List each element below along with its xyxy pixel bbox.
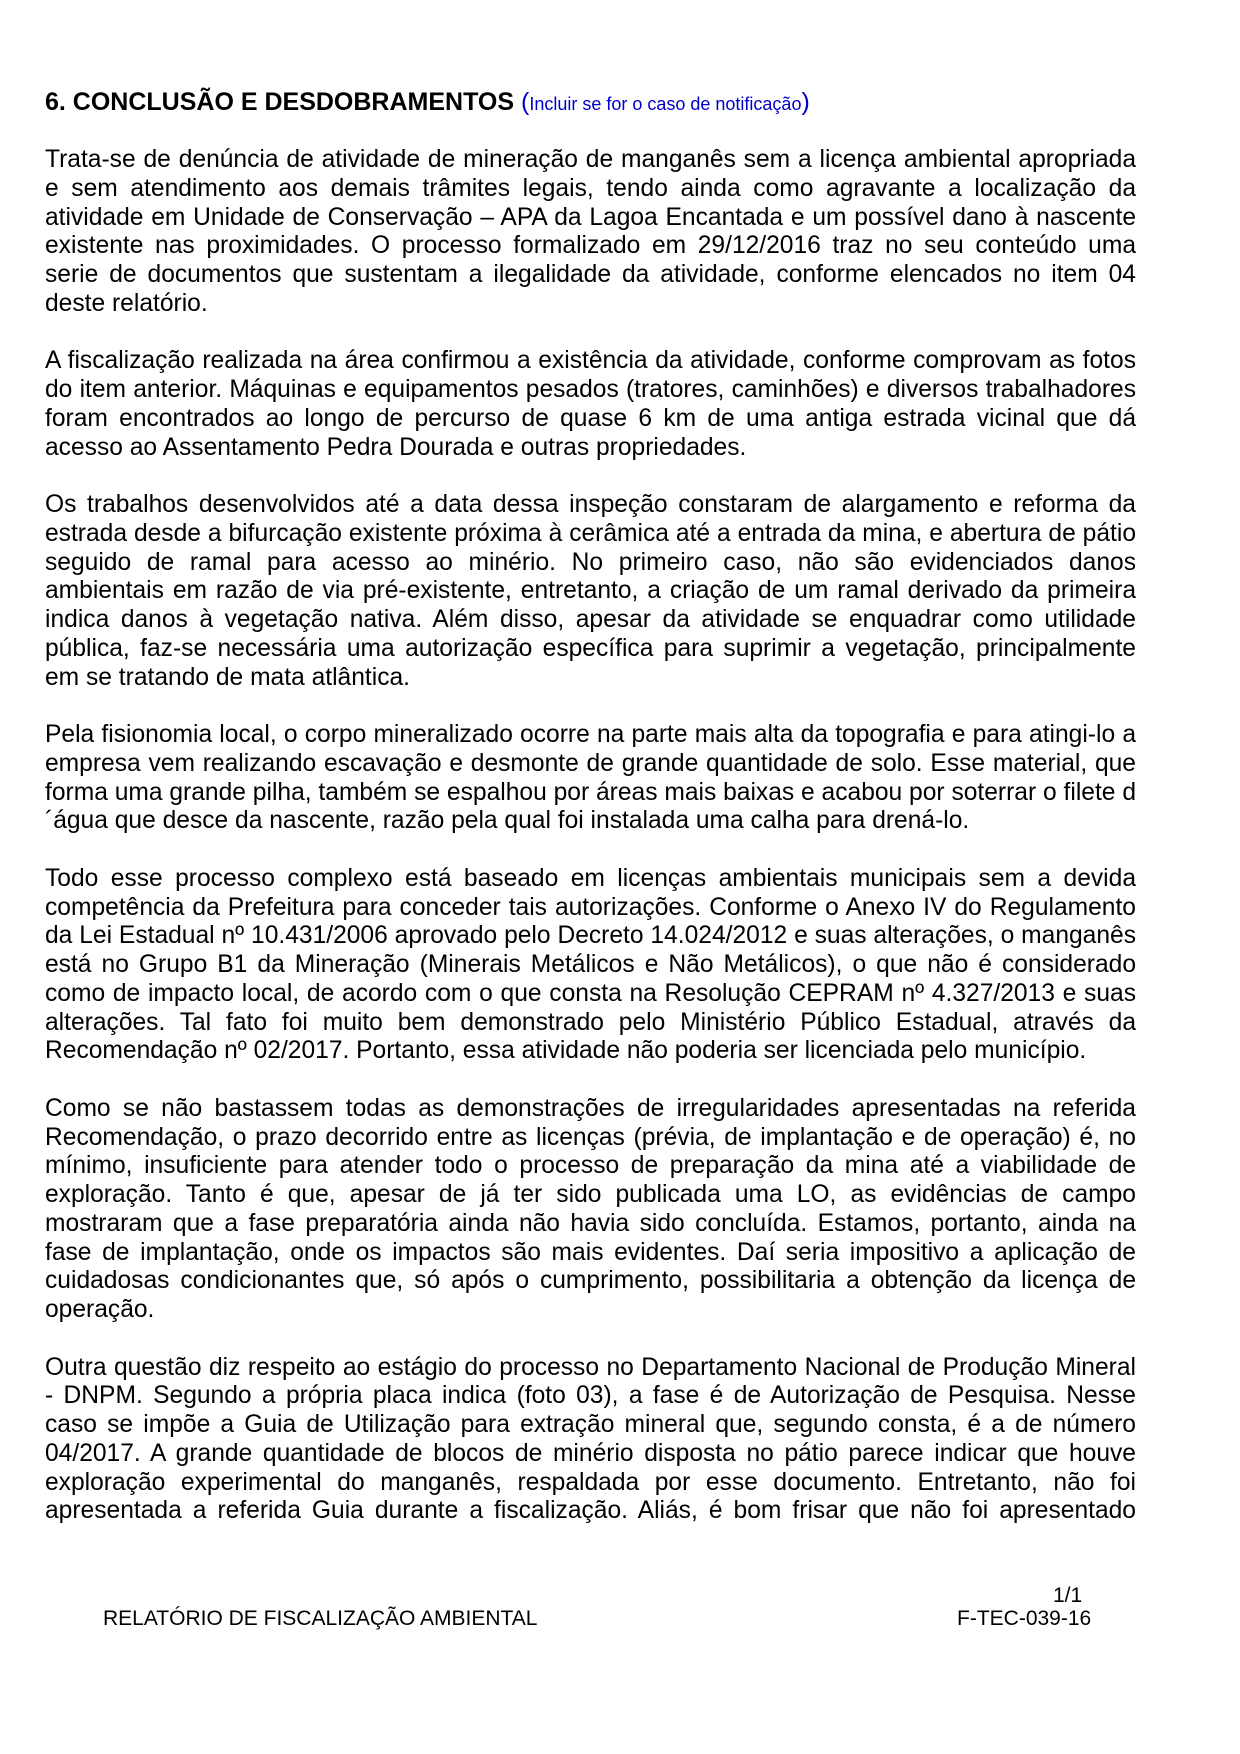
paragraph-complaint-summary: Trata-se de denúncia de atividade de mineração de manganês sem a licença ambiental apropriada e sem atendimento aos demais trâmites legais, tendo ainda como agravante a localização da atividade em Unidade de Conservação – APA da Lagoa Encantada e um possível dano à nascente existente nas proximidades. O processo formalizado em 29/12/2016 traz no seu conteúdo uma serie de documentos que sustentam a ilegalidade da atividade, conforme elencados no item 04 deste relatório. xyxy=(45,146,1136,317)
paragraph-license-timeline: Como se não bastassem todas as demonstrações de irregularidades apresentadas na referida Recomendação, o prazo decorrido entre as licenças (prévia, de implantação e de operação) é, no mínimo, insuficiente para atender todo o processo de preparação da mina até a viabilidade de exploração. Tanto é que, apesar de já ter sido publicada uma LO, as evidências de campo mostraram que a fase preparatória ainda não havia sido concluída. Estamos, portanto, ainda na fase de implantação, onde os impactos são mais evidentes. Daí seria impositivo a aplicação de cuidadosas condicionantes que, só após o cumprimento, possibilitaria a obtenção da licença de operação. xyxy=(45,1094,1136,1323)
paragraph-local-physiognomy: Pela fisionomia local, o corpo mineralizado ocorre na parte mais alta da topografia e para atingi-lo a empresa vem realizando escavação e desmonte de grande quantidade de solo. Esse material, que forma uma grande pilha, também se espalhou por áreas mais baixas e acabou por soterrar o filete d´água que desce da nascente, razão pela qual foi instalada uma calha para drená-lo. xyxy=(45,721,1136,835)
paragraph-municipal-licenses: Todo esse processo complexo está baseado em licenças ambientais municipais sem a devida competência da Prefeitura para conceder tais autorizações. Conforme o Anexo IV do Regulamento da Lei Estadual nº 10.431/2006 aprovado pelo Decreto 14.024/2012 e suas alterações, o manganês está no Grupo B1 da Mineração (Minerais Metálicos e Não Metálicos), o que não é considerado como de impacto local, de acordo com o que consta na Resolução CEPRAM nº 4.327/2013 e suas alterações. Tal fato foi muito bem demonstrado pelo Ministério Público Estadual, através da Recomendação nº 02/2017. Portanto, essa atividade não poderia ser licenciada pelo município. xyxy=(45,864,1136,1065)
section-heading xyxy=(45,86,1135,120)
section-title: 6. CONCLUSÃO E DESDOBRAMENTOS xyxy=(45,88,515,116)
section-body xyxy=(45,146,1136,1526)
paragraph-works-developed: Os trabalhos desenvolvidos até a data dessa inspeção constaram de alargamento e reforma da estrada desde a bifurcação existente próxima à cerâmica até a entrada da mina, e abertura de pátio seguido de ramal para acesso ao minério. No primeiro caso, não são evidenciados danos ambientais em razão de via pré-existente, entretanto, a criação de um ramal derivado da primeira indica danos à vegetação nativa. Além disso, apesar da atividade se enquadrar como utilidade pública, faz-se necessária uma autorização específica para suprimir a vegetação, principalmente em se tratando de mata atlântica. xyxy=(45,491,1136,691)
paragraph-dnpm-stage: Outra questão diz respeito ao estágio do processo no Departamento Nacional de Produção Mineral - DNPM. Segundo a própria placa indica (foto 03), a fase é de Autorização de Pesquisa. Nesse caso se impõe a Guia de Utilização para extração mineral que, segundo consta, é a de número 04/2017. A grande quantidade de blocos de minério disposta no pátio parece indicar que houve exploração experimental do manganês, respaldada por esse documento. Entretanto, não foi apresentada a referida Guia durante a fiscalização. Aliás, é bom frisar que não foi apresentado xyxy=(45,1353,1136,1525)
note-close-paren: ) xyxy=(801,88,810,116)
section-instruction-note xyxy=(521,88,810,116)
footer-document-title: RELATÓRIO DE FISCALIZAÇÃO AMBIENTAL xyxy=(103,1607,538,1630)
paragraph-inspection-findings: A fiscalização realizada na área confirmou a existência da atividade, conforme comprovam as fotos do item anterior. Máquinas e equipamentos pesados (tratores, caminhões) e diversos trabalhadores foram encontrados ao longo de percurso de quase 6 km de uma antiga estrada vicinal que dá acesso ao Assentamento Pedra Dourada e outras propriedades. xyxy=(45,347,1136,461)
note-text: Incluir se for o caso de notificação xyxy=(529,94,802,114)
footer-form-code: F-TEC-039-16 xyxy=(957,1607,1092,1630)
note-open-paren: ( xyxy=(520,88,530,116)
footer-page-number: 1/1 xyxy=(1053,1584,1083,1607)
